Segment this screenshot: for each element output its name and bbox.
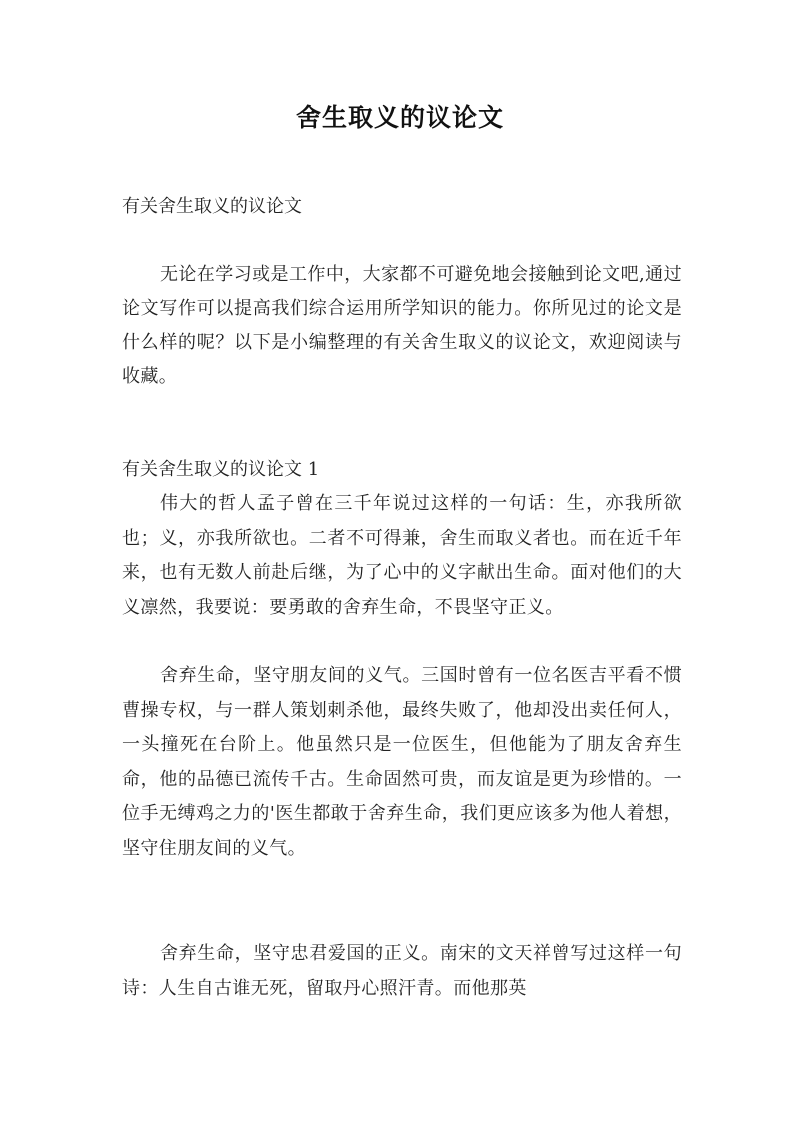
body-paragraph-2: 舍弃生命，坚守朋友间的义气。三国时曾有一位名医吉平看不惯曹操专权，与一群人策划刺杀他，最终失败了，他却没出卖任何人，一头撞死在台阶上。他虽然只是一位医生，但他能为了朋友舍弃生命，他的品德已流传千古。生命固然可贵，而友谊是更为珍惜的。一位手无缚鸡之力的'医生都敢于舍弃生命，我们更应该多为他人着想，坚守住朋友间的义气。 [122,665,682,859]
document-title: 舍生取义的议论文 [295,103,504,132]
body-paragraph-3: 舍弃生命，坚守忠君爱国的正义。南宋的文天祥曾写过这样一句诗：人生自古谁无死，留取丹心照汗青。而他那英 [122,943,682,999]
intro-paragraph: 无论在学习或是工作中，大家都不可避免地会接触到论文吧,通过论文写作可以提高我们综合运用所学知识的能力。你所见过的论文是什么样的呢？以下是小编整理的有关舍生取义的议论文，欢迎阅读与收藏。 [122,264,682,387]
section-heading-1: 有关舍生取义的议论文 1 [122,459,320,480]
document-subtitle: 有关舍生取义的议论文 [122,196,302,217]
body-paragraph-1: 伟大的哲人孟子曾在三千年说过这样的一句话：生，亦我所欲也；义，亦我所欲也。二者不可得兼，舍生而取义者也。而在近千年来，也有无数人前赴后继，为了心中的义字献出生命。面对他们的大义凛然，我要说：要勇敢的舍弃生命，不畏坚守正义。 [122,493,682,618]
